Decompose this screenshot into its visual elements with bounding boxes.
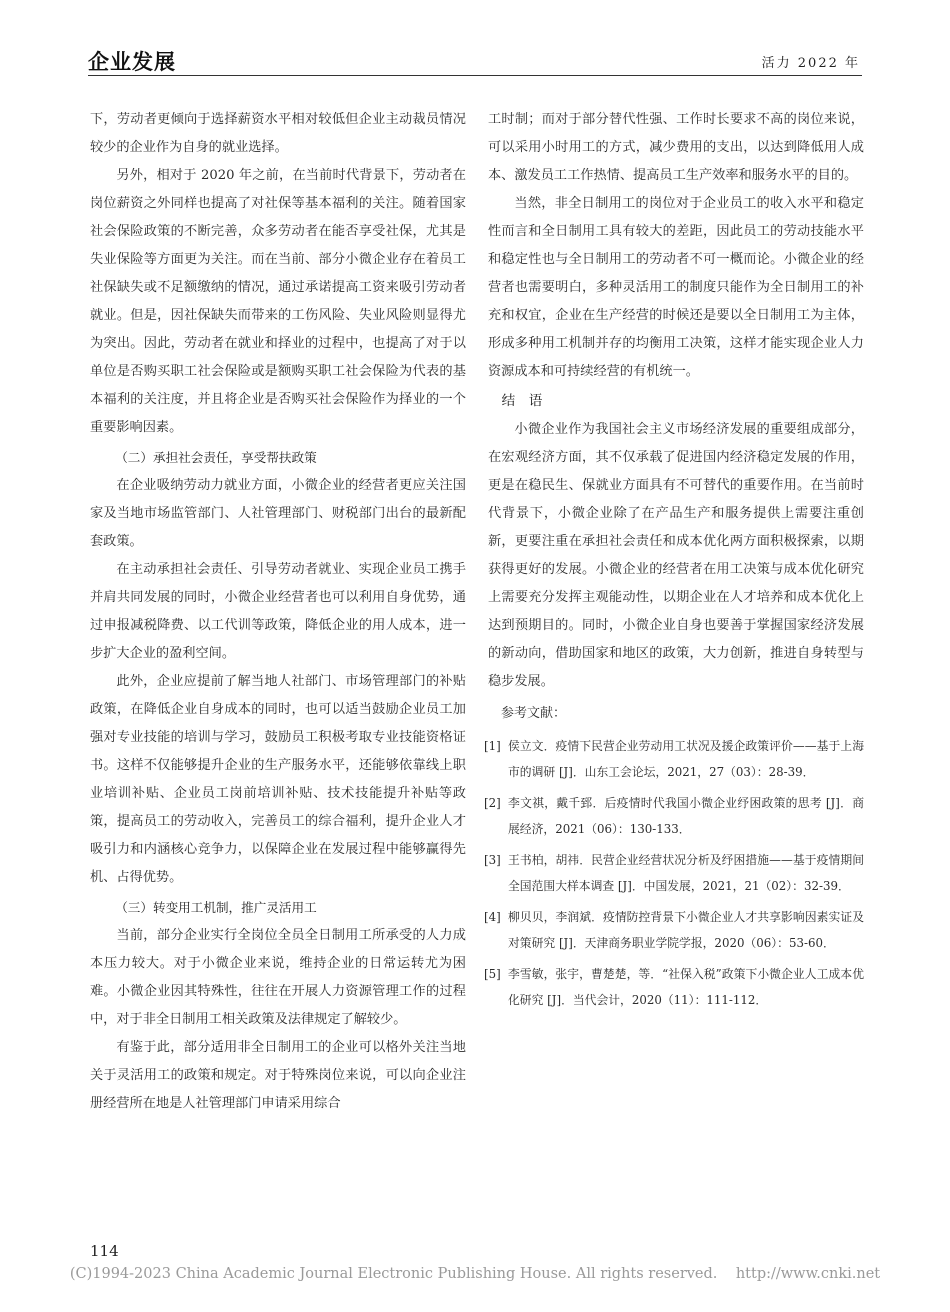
paragraph: 在主动承担社会责任、引导劳动者就业、实现企业员工携手并肩共同发展的同时，小微企业经营者也可以利用自身优势，通过申报减税降费、以工代训等政策，降低企业的用人成本，进一步扩大企业的盈利空间。 (90, 562, 466, 661)
paragraph: 当然，非全日制用工的岗位对于企业员工的收入水平和稳定性而言和全日制用工具有较大的差距，因此员工的劳动技能水平和稳定性也与全日制用工的劳动者不可一概而论。小微企业的经营者也需要明白，多种灵活用工的制度只能作为全日制用工的补充和权宜，企业在生产经营的时候还是要以全日制用工为主体，形成多种用工机制并存的均衡用工决策，这样才能实现企业人力资源成本和可持续经营的有机统一。 (488, 196, 864, 379)
paragraph: 工时制；而对于部分替代性强、工作时长要求不高的岗位来说，可以采用小时用工的方式，减少费用的支出，以达到降低用人成本、激发员工工作热情、提高员工生产效率和服务水平的目的。 (488, 112, 864, 183)
reference-text: 李文祺，戴千郅．后疫情时代我国小微企业纾困政策的思考 [J]．商展经济，2021（06）：130-133． (508, 796, 864, 836)
reference-item (484, 734, 864, 785)
references-heading: 参考文献： (501, 706, 567, 721)
conclusion-heading: 结 语 (501, 393, 543, 409)
reference-number: [4] (484, 910, 501, 924)
paragraph: 小微企业作为我国社会主义市场经济发展的重要组成部分，在宏观经济方面，其不仅承载了促进国内经济稳定发展的作用，更是在稳民生、保就业方面具有不可替代的重要作用。在当前时代背景下，小微企业除了在产品生产和服务提供上需要注重创新，更要注重在承担社会责任和成本优化两方面积极探索，以期获得更好的发展。小微企业的经营者在用工决策与成本优化研究上需要充分发挥主观能动性，以期企业在人才培养和成本优化上达到预期目的。同时，小微企业自身也要善于掌握国家经济发展的新动向，借助国家和地区的政策，大力创新，推进自身转型与稳步发展。 (488, 422, 864, 689)
section-title: 企业发展 (88, 50, 176, 74)
reference-item (484, 905, 864, 956)
reference-item (484, 962, 864, 1013)
reference-item (484, 791, 864, 842)
paragraph: 下，劳动者更倾向于选择薪资水平相对较低但企业主动裁员情况较少的企业作为自身的就业选择。 (90, 112, 466, 155)
journal-info: 活力 2022 年 (761, 56, 860, 71)
reference-text: 王书柏，胡祎．民营企业经营状况分析及纾困措施——基于疫情期间全国范围大样本调查 [J]．中国发展，2021，21（02）：32-39． (508, 853, 864, 893)
header-divider (88, 75, 862, 76)
copyright-footer: (C)1994-2023 China Academic Journal Electronic Publishing House. All rights reserved. http://www.cnki.net (69, 1266, 881, 1282)
reference-list (484, 734, 864, 1013)
page-number: 114 (90, 1242, 119, 1260)
paragraph: 有鉴于此，部分适用非全日制用工的企业可以格外关注当地关于灵活用工的政策和规定。对于特殊岗位来说，可以向企业注册经营所在地是人社管理部门申请采用综合 (90, 1040, 466, 1111)
paragraph: 另外，相对于 2020 年之前，在当前时代背景下，劳动者在岗位薪资之外同样也提高了对社保等基本福利的关注。随着国家社会保险政策的不断完善，众多劳动者在能否享受社保，尤其是失业保险等方面更为关注。而在当前、部分小微企业存在着员工社保缺失或不足额缴纳的情况，通过承诺提高工资来吸引劳动者就业。但是，因社保缺失而带来的工伤风险、失业风险则显得尤为突出。因此，劳动者在就业和择业的过程中，也提高了对于以单位是否购买职工社会保险或是额购买职工社会保险为代表的基本福利的关注度，并且将企业是否购买社会保险作为择业的一个重要影响因素。 (90, 168, 466, 435)
reference-number: [2] (484, 796, 501, 810)
paragraph: 在企业吸纳劳动力就业方面，小微企业的经营者更应关注国家及当地市场监管部门、人社管理部门、财税部门出台的最新配套政策。 (90, 478, 466, 549)
reference-text: 李雪敏，张宇，曹楚楚，等．“社保入税”政策下小微企业人工成本优化研究 [J]．当代会计，2020（11）：111-112． (508, 967, 864, 1007)
reference-item (484, 848, 864, 899)
left-column (90, 106, 466, 1118)
reference-number: [3] (484, 853, 501, 867)
reference-text: 侯立文．疫情下民营企业劳动用工状况及援企政策评价——基于上海市的调研 [J]．山东工会论坛，2021，27（03）：28-39． (508, 739, 864, 779)
reference-number: [1] (484, 739, 501, 753)
paragraph: 当前，部分企业实行全岗位全员全日制用工所承受的人力成本压力较大。对于小微企业来说，维持企业的日常运转尤为困难。小微企业因其特殊性，往往在开展人力资源管理工作的过程中，对于非全日制用工相关政策及法律规定了解较少。 (90, 928, 466, 1027)
right-column (484, 106, 864, 1015)
reference-number: [5] (484, 967, 501, 981)
section-heading: （三）转变用工机制，推广灵活用工 (115, 900, 317, 915)
reference-text: 柳贝贝，李润斌．疫情防控背景下小微企业人才共享影响因素实证及对策研究 [J]．天津商务职业学院学报，2020（06）：53-60． (508, 910, 864, 950)
paragraph: 此外，企业应提前了解当地人社部门、市场管理部门的补贴政策，在降低企业自身成本的同时，也可以适当鼓励企业员工加强对专业技能的培训与学习，鼓励员工积极考取专业技能资格证书。这样不仅能够提升企业的生产服务水平，还能够依靠线上职业培训补贴、企业员工岗前培训补贴、技术技能提升补贴等政策，提高员工的劳动收入，完善员工的综合福利，提升企业人才吸引力和内涵核心竞争力，以保障企业在发展过程中能够赢得先机、占得优势。 (90, 674, 466, 885)
section-heading: （二）承担社会责任，享受帮扶政策 (115, 450, 317, 465)
